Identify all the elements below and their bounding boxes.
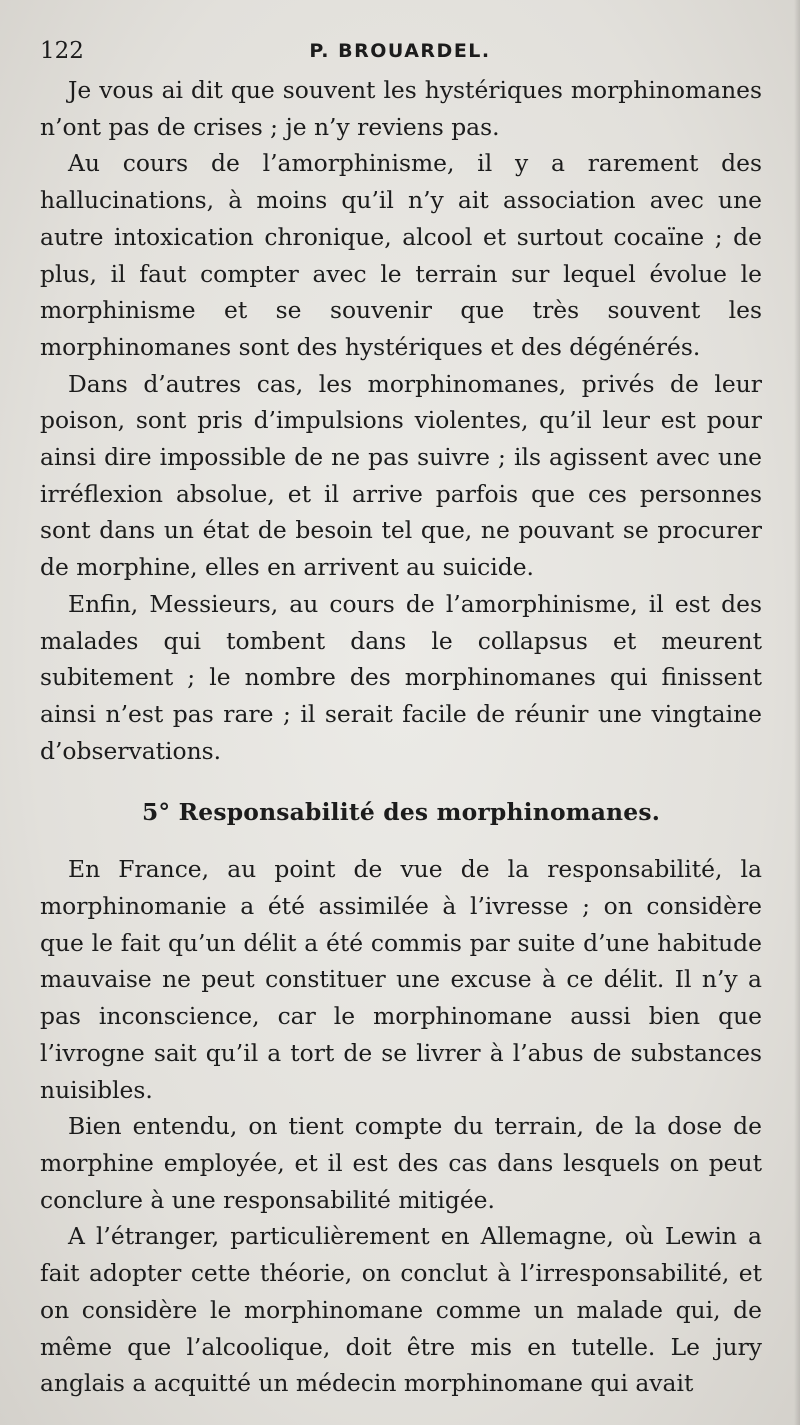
paragraph-terrain: Bien entendu, on tient compte du terrain, de la dose de morphine employée, et il est des cas dans lesquels on peut conclure à une responsabilité mitigée.	[40, 1112, 762, 1214]
paragraph-france: En France, au point de vue de la responsabilité, la morphinomanie a été assimilée à l’ivresse ; on considère que le fait qu’un délit a été commis par suite d’une habitude mauvaise ne peut constituer une excuse à ce délit. Il n’y a pas inconscience, car le morphinomane aussi bien que l’ivrogne sait qu’il a tort de se livrer à l’abus de substances nuisibles.	[40, 855, 762, 1104]
section-heading: 5° Responsabilité des morphinomanes.	[141, 798, 661, 827]
page-header	[40, 38, 760, 68]
body-text	[40, 72, 762, 1402]
paragraph-collapsus: Enfin, Messieurs, au cours de l’amorphinisme, il est des malades qui tombent dans le collapsus et meurent subitement ; le nombre des morphinomanes qui finissent ainsi n’est pas rare ; il serait facile de réunir une vingtaine d’observations.	[40, 589, 762, 765]
paragraph-hallucinations: Au cours de l’amorphinisme, il y a rarement des hallucinations, à moins qu’il n’y ait association avec une autre intoxication chronique, alcool et surtout cocaïne ; de plus, il faut compter avec le terrain sur lequel évolue le morphinisme et se souvenir que très souvent les morphinomanes sont des hystériques et des dégénérés.	[40, 149, 762, 361]
paragraph-etranger: A l’étranger, particulièrement en Allemagne, où Lewin a fait adopter cette théorie, on conclut à l’irresponsabilité, et on considère le morphinomane comme un malade qui, de même que l’alcoolique, doit être mis en tutelle. Le jury anglais a acquitté un médecin morphinomane qui avait	[40, 1222, 762, 1398]
paragraph-hysteriques: Je vous ai dit que souvent les hystériques morphinomanes n’ont pas de crises ; je n’y reviens pas.	[40, 76, 762, 141]
paragraph-impulsions: Dans d’autres cas, les morphinomanes, privés de leur poison, sont pris d’impulsions violentes, qu’il leur est pour ainsi dire impossible de ne pas suivre ; ils agissent avec une irréflexion absolue, et il arrive parfois que ces personnes sont dans un état de besoin tel que, ne pouvant se procurer de morphine, elles en arrivent au suicide.	[40, 369, 762, 582]
page-number: 122	[40, 38, 84, 64]
scan-edge-shadow	[794, 0, 800, 1425]
running-head: P. BROUARDEL.	[309, 40, 491, 62]
